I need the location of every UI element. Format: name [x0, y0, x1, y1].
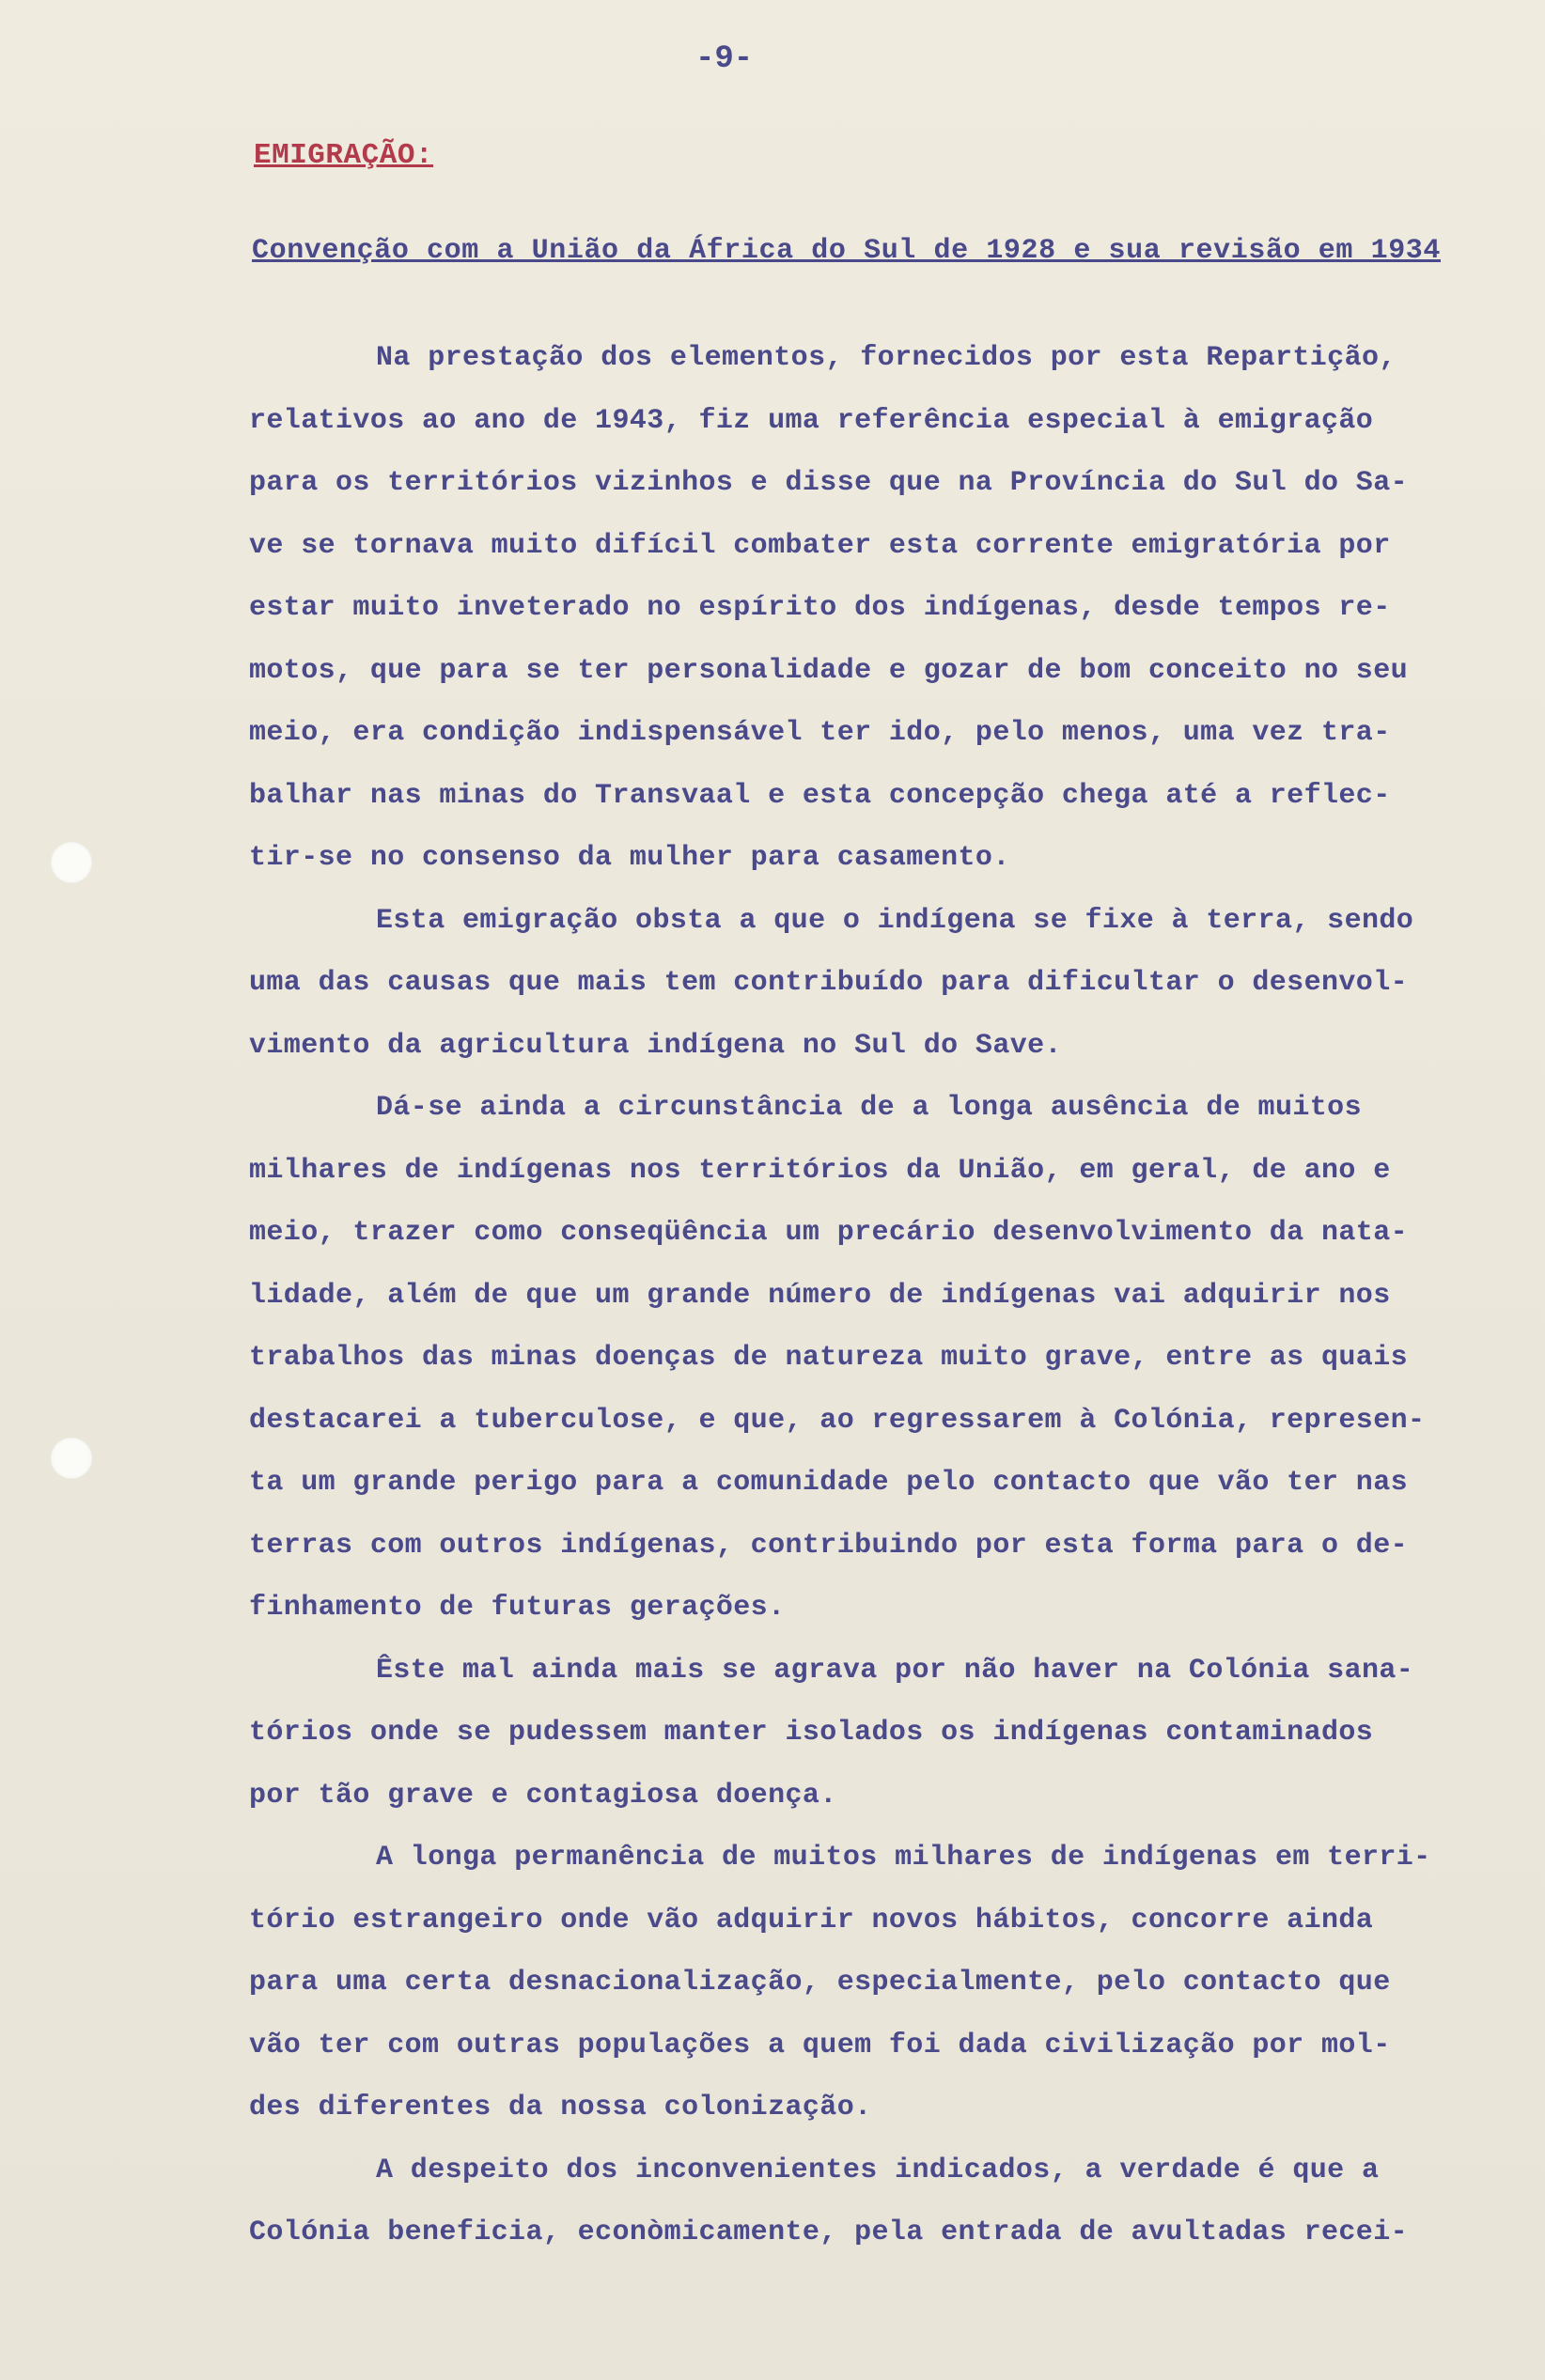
section-heading: EMIGRAÇÃO:: [254, 139, 434, 172]
text-line: des diferentes da nossa colonização.: [249, 2092, 872, 2123]
text-line: terras com outros indígenas, contribuindo por esta forma para o de-: [249, 1529, 1408, 1562]
text-line: Esta emigração obsta a que o indígena se fixe à terra, sendo: [376, 904, 1414, 937]
text-line: ta um grande perigo para a comunidade pelo contacto que vão ter nas: [249, 1467, 1408, 1499]
text-line: lidade, além de que um grande número de indígenas vai adquirir nos: [249, 1279, 1391, 1312]
text-line: trabalhos das minas doenças de natureza muito grave, entre as quais: [249, 1342, 1408, 1374]
text-line: tório estrangeiro onde vão adquirir novos hábitos, concorre ainda: [249, 1904, 1374, 1937]
punch-hole-top: [51, 842, 92, 883]
text-line: relativos ao ano de 1943, fiz uma referência especial à emigração: [249, 404, 1374, 437]
text-line: tir-se no consenso da mulher para casamento.: [249, 842, 1010, 874]
text-line: motos, que para se ter personalidade e gozar de bom conceito no seu: [249, 654, 1408, 687]
text-line: Êste mal ainda mais se agrava por não haver na Colónia sana-: [376, 1654, 1414, 1687]
text-line: finhamento de futuras gerações.: [249, 1592, 786, 1624]
text-line: vimento da agricultura indígena no Sul do Save.: [249, 1029, 1062, 1062]
text-line: para uma certa desnacionalização, especialmente, pelo contacto que: [249, 1967, 1391, 1999]
text-line: destacarei a tuberculose, e que, ao regressarem à Colónia, represen-: [249, 1404, 1426, 1437]
text-line: vão ter com outras populações a quem foi dada civilização por mol-: [249, 2029, 1391, 2061]
text-line: tórios onde se pudessem manter isolados os indígenas contaminados: [249, 1717, 1374, 1749]
text-line: estar muito inveterado no espírito dos indígenas, desde tempos re-: [249, 592, 1391, 624]
text-line: A longa permanência de muitos milhares de indígenas em terri-: [376, 1842, 1431, 1874]
text-line: Dá-se ainda a circunstância de a longa ausência de muitos: [376, 1092, 1362, 1124]
text-line: milhares de indígenas nos territórios da União, em geral, de ano e: [249, 1154, 1391, 1187]
text-line: por tão grave e contagiosa doença.: [249, 1779, 837, 1812]
text-line: A despeito dos inconvenientes indicados, a verdade é que a: [376, 2154, 1380, 2186]
body-text: [249, 327, 1508, 2264]
text-line: balhar nas minas do Transvaal e esta concepção chega até a reflec-: [249, 779, 1391, 812]
text-line: meio, era condição indispensável ter ido, pelo menos, uma vez tra-: [249, 717, 1391, 749]
punch-hole-bottom: [51, 1438, 92, 1479]
page-number: -9-: [695, 41, 754, 77]
text-line: uma das causas que mais tem contribuído para dificultar o desenvol-: [249, 967, 1408, 999]
text-line: Na prestação dos elementos, fornecidos por esta Repartição,: [376, 342, 1397, 374]
text-line: Colónia beneficia, econòmicamente, pela entrada de avultadas recei-: [249, 2217, 1408, 2248]
text-line: para os territórios vizinhos e disse que na Província do Sul do Sa-: [249, 467, 1408, 499]
text-line: meio, trazer como conseqüência um precário desenvolvimento da nata-: [249, 1217, 1408, 1249]
document-subheading: Convenção com a União da África do Sul de 1928 e sua revisão em 1934: [252, 235, 1441, 267]
text-line: ve se tornava muito difícil combater esta corrente emigratória por: [249, 529, 1391, 562]
